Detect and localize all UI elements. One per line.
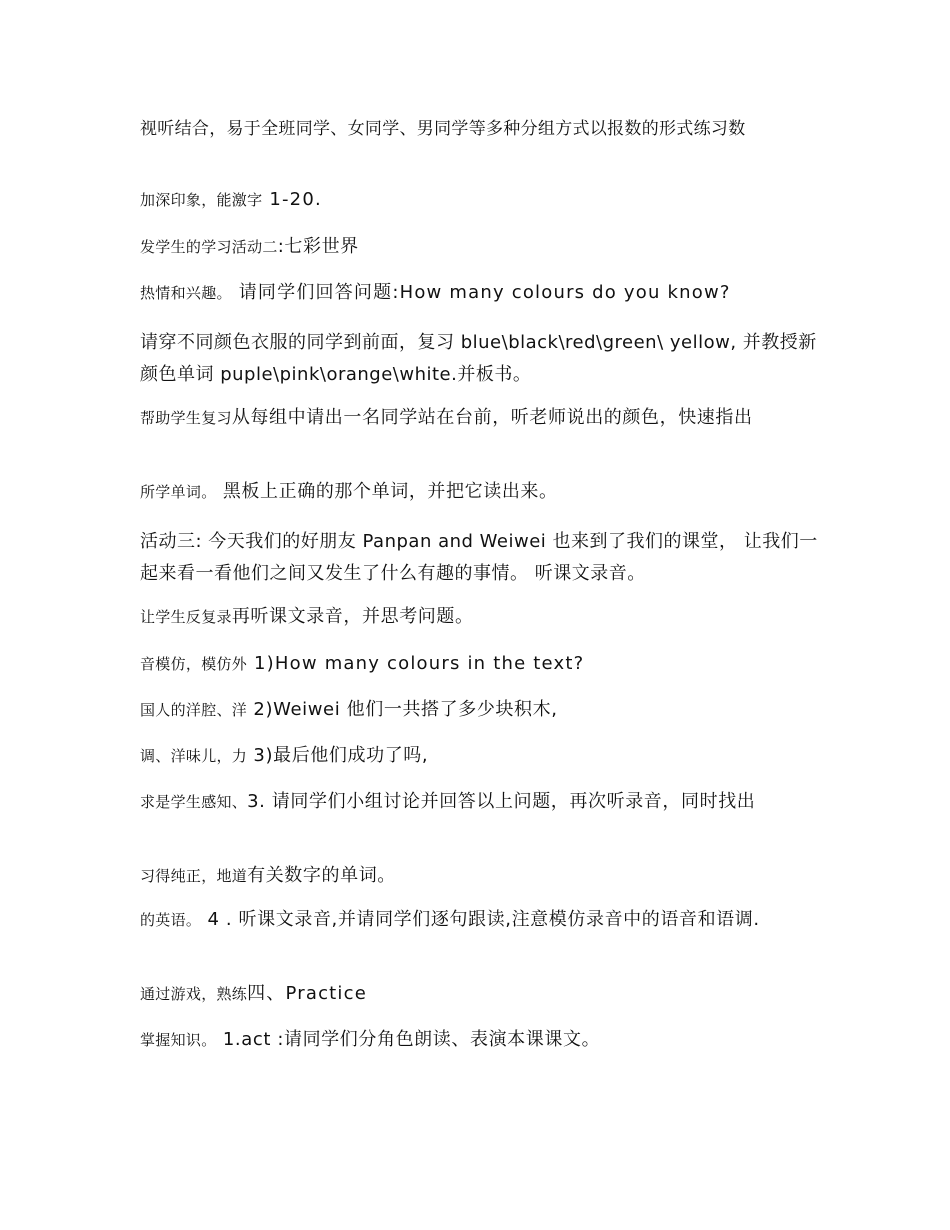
line-body-text: 1-20. <box>262 189 322 210</box>
paragraph-line-15 <box>140 906 820 934</box>
paragraph-line-12 <box>140 742 820 770</box>
line-lead-text: 帮助学生复习 <box>140 409 232 427</box>
paragraph-line-3 <box>140 233 820 261</box>
line-body-text: 4 . 听课文录音,并请同学们逐句跟读,注意模仿录音中的语音和语调. <box>201 909 760 930</box>
line-body-text: 再听课文录音，并思考问题。 <box>231 606 474 627</box>
paragraph-line-4 <box>140 279 820 307</box>
paragraph-line-13 <box>140 788 820 816</box>
line-body-text: 从每组中请出一名同学站在台前，听老师说出的颜色，快速指出 <box>231 407 753 428</box>
line-body-text: 3)最后他们成功了吗, <box>247 745 429 766</box>
line-lead-text: 让学生反复录 <box>140 608 232 626</box>
line-body-text: 3. 请同学们小组讨论并回答以上问题，再次听录音，同时找出 <box>247 791 756 812</box>
line-lead-text: 发学生的学习活动二 <box>140 238 278 256</box>
line-lead-text: 调、洋味儿，力 <box>140 747 248 765</box>
line-body-text: 请同学们回答问题:How many colours do you know? <box>231 282 731 303</box>
paragraph-line-16 <box>140 980 820 1008</box>
line-lead-text: 通过游戏，熟练 <box>140 985 248 1003</box>
paragraph-line-2 <box>140 186 820 214</box>
line-lead-text: 所学单词。 <box>140 483 217 501</box>
line-lead-text: 音模仿，模仿外 <box>140 655 248 673</box>
paragraph-line-7 <box>140 478 820 506</box>
paragraph-line-6 <box>140 404 820 432</box>
paragraph-line-5 <box>140 327 820 390</box>
line-body-text: 请穿不同颜色衣服的同学到前面，复习 blue\black\red\green\ yellow, 并教授新颜色单词 puple\pink\orange\white.并板书。 <box>140 332 817 385</box>
line-body-text: 1)How many colours in the text? <box>247 653 585 674</box>
line-lead-text: 热情和兴趣。 <box>140 284 232 302</box>
line-lead-text: 加深印象，能激字 <box>140 191 263 209</box>
paragraph-line-8 <box>140 526 820 589</box>
paragraph-line-14 <box>140 862 820 890</box>
line-lead-text: 习得纯正，地道 <box>140 867 248 885</box>
line-body-text: 2)Weiwei 他们一共搭了多少块积木, <box>247 699 558 720</box>
line-body-text: 黑板上正确的那个单词，并把它读出来。 <box>216 481 558 502</box>
line-body-text: 有关数字的单词。 <box>247 865 396 886</box>
line-lead-text: 国人的洋腔、洋 <box>140 701 248 719</box>
paragraph-line-9 <box>140 603 820 631</box>
line-lead-text: 掌握知识。 <box>140 1031 217 1049</box>
paragraph-line-10 <box>140 650 820 678</box>
paragraph-line-11 <box>140 696 820 724</box>
line-body-text: 四、Practice <box>247 983 368 1004</box>
line-body-text: :七彩世界 <box>277 236 359 257</box>
paragraph-line-1 <box>140 115 820 143</box>
line-lead-text: 视听结合，易于全班同学、女同学、男同学等多种分组方式以报数的形式练习数 <box>140 119 746 139</box>
line-lead-text: 求是学生感知、 <box>140 793 248 811</box>
line-lead-text: 的英语。 <box>140 911 202 929</box>
line-body-text: 1.act :请同学们分角色朗读、表演本课课文。 <box>216 1029 601 1050</box>
paragraph-line-17 <box>140 1026 820 1054</box>
line-body-text: 活动三: 今天我们的好朋友 Panpan and Weiwei 也来到了我们的课堂， 让我们一起来看一看他们之间又发生了什么有趣的事情。 听课文录音。 <box>140 531 818 584</box>
